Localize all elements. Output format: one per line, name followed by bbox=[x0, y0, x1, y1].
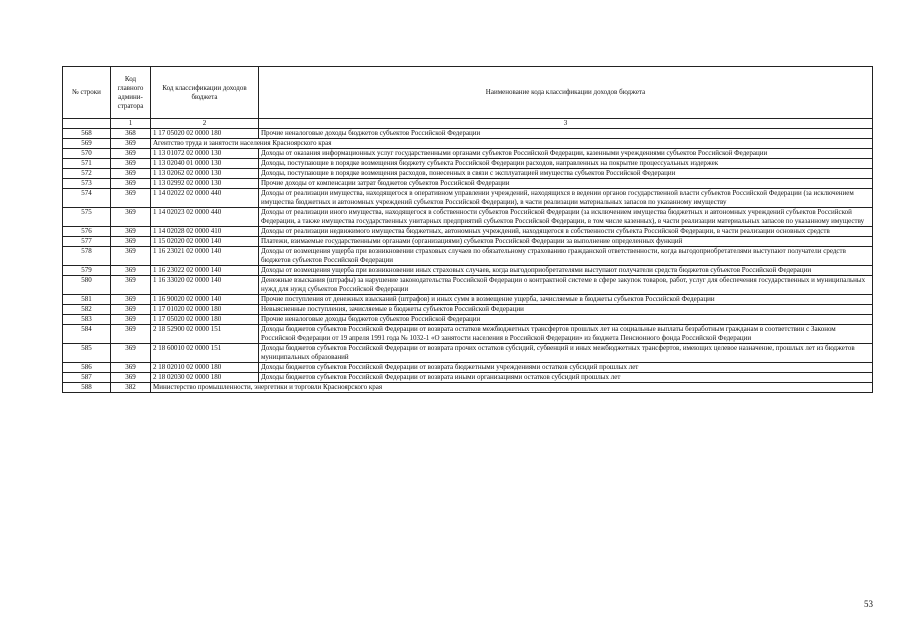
row-number: 579 bbox=[63, 266, 111, 276]
row-number: 573 bbox=[63, 179, 111, 189]
admin-code: 369 bbox=[111, 325, 151, 344]
row-number: 585 bbox=[63, 344, 111, 363]
table-row bbox=[63, 247, 873, 266]
admin-code: 369 bbox=[111, 266, 151, 276]
classification-name: Доходы от реализации недвижимого имущества бюджетных, автономных учреждений, находящегося в собственности субъекта Российской Федерации, в части реализации основных средств bbox=[259, 227, 873, 237]
admin-code: 369 bbox=[111, 247, 151, 266]
table-row bbox=[63, 295, 873, 305]
header-number-1: 1 bbox=[111, 119, 151, 129]
classification-name: Доходы бюджетов субъектов Российской Федерации от возврата иными организациями остатков субсидий прошлых лет bbox=[259, 373, 873, 383]
admin-code: 369 bbox=[111, 295, 151, 305]
row-number: 584 bbox=[63, 325, 111, 344]
row-number: 572 bbox=[63, 169, 111, 179]
classification-code: 1 13 02040 01 0000 130 bbox=[151, 159, 259, 169]
admin-code: 369 bbox=[111, 208, 151, 227]
admin-code: 368 bbox=[111, 129, 151, 139]
admin-code: 369 bbox=[111, 315, 151, 325]
classification-name: Доходы от реализации иного имущества, находящегося в собственности субъектов Российской Федерации (за исключением имущества бюджетных и автономных учреждений субъектов Российской Федерации, а также имущества государственных унитарных предприятий субъектов Российской Федерации, в том числе казенных), в части реализации материальных запасов по указанному имуществу bbox=[259, 208, 873, 227]
table-row bbox=[63, 208, 873, 227]
admin-code: 369 bbox=[111, 139, 151, 149]
classification-code: 1 13 02992 02 0000 130 bbox=[151, 179, 259, 189]
classification-name: Прочие неналоговые доходы бюджетов субъектов Российской Федерации bbox=[259, 129, 873, 139]
classification-name: Доходы бюджетов субъектов Российской Федерации от возврата бюджетными учреждениями остатков субсидий прошлых лет bbox=[259, 363, 873, 373]
admin-code: 382 bbox=[111, 383, 151, 393]
table-row bbox=[63, 305, 873, 315]
classification-name: Невыясненные поступления, зачисляемые в бюджеты субъектов Российской Федерации bbox=[259, 305, 873, 315]
admin-code: 369 bbox=[111, 169, 151, 179]
table-row bbox=[63, 315, 873, 325]
row-number: 575 bbox=[63, 208, 111, 227]
admin-code: 369 bbox=[111, 363, 151, 373]
classification-code: 1 16 23021 02 0000 140 bbox=[151, 247, 259, 266]
row-number: 571 bbox=[63, 159, 111, 169]
page-number: 53 bbox=[864, 599, 873, 609]
row-number: 569 bbox=[63, 139, 111, 149]
classification-name: Платежи, взимаемые государственными органами (организациями) субъектов Российской Федерации за выполнение определенных функций bbox=[259, 237, 873, 247]
classification-code: 2 18 02010 02 0000 180 bbox=[151, 363, 259, 373]
classification-code: 1 14 02028 02 0000 410 bbox=[151, 227, 259, 237]
classification-code: 1 13 01072 02 0000 130 bbox=[151, 149, 259, 159]
classification-name: Доходы от возмещения ущерба при возникновении страховых случаев по обязательному страхованию гражданской ответственности, когда выгодоприобретателями выступают получатели средств бюджетов субъектов Российской Федерации bbox=[259, 247, 873, 266]
row-number: 583 bbox=[63, 315, 111, 325]
row-number: 587 bbox=[63, 373, 111, 383]
row-number: 586 bbox=[63, 363, 111, 373]
admin-code: 369 bbox=[111, 276, 151, 295]
administrator-name: Агентство труда и занятости населения Красноярского края bbox=[151, 139, 873, 149]
admin-code: 369 bbox=[111, 189, 151, 208]
header-class-code: Код классификации доходов бюджета bbox=[151, 67, 259, 119]
row-number: 568 bbox=[63, 129, 111, 139]
classification-code: 1 16 33020 02 0000 140 bbox=[151, 276, 259, 295]
classification-name: Денежные взыскания (штрафы) за нарушение законодательства Российской Федерации о контрактной системе в сфере закупок товаров, работ, услуг для обеспечения государственных и муниципальных нужд для нужд субъектов Российской Федерации bbox=[259, 276, 873, 295]
admin-code: 369 bbox=[111, 179, 151, 189]
header-number-empty bbox=[63, 119, 111, 129]
table-row bbox=[63, 179, 873, 189]
header-number-3: 3 bbox=[259, 119, 873, 129]
classification-code: 1 13 02062 02 0000 130 bbox=[151, 169, 259, 179]
classification-code: 1 16 23022 02 0000 140 bbox=[151, 266, 259, 276]
classification-name: Прочие неналоговые доходы бюджетов субъектов Российской Федерации bbox=[259, 315, 873, 325]
admin-code: 369 bbox=[111, 227, 151, 237]
row-number: 580 bbox=[63, 276, 111, 295]
row-number: 582 bbox=[63, 305, 111, 315]
admin-code: 369 bbox=[111, 149, 151, 159]
table-row bbox=[63, 227, 873, 237]
table-row bbox=[63, 383, 873, 393]
header-admin-code: Код главного админи-стратора bbox=[111, 67, 151, 119]
row-number: 576 bbox=[63, 227, 111, 237]
row-number: 574 bbox=[63, 189, 111, 208]
table-row bbox=[63, 276, 873, 295]
row-number: 588 bbox=[63, 383, 111, 393]
budget-classification-table bbox=[62, 66, 873, 393]
admin-code: 369 bbox=[111, 159, 151, 169]
row-number: 577 bbox=[63, 237, 111, 247]
classification-code: 1 15 02020 02 0000 140 bbox=[151, 237, 259, 247]
table-row bbox=[63, 169, 873, 179]
table-row bbox=[63, 344, 873, 363]
admin-code: 369 bbox=[111, 344, 151, 363]
table-row bbox=[63, 139, 873, 149]
header-number-2: 2 bbox=[151, 119, 259, 129]
admin-code: 369 bbox=[111, 373, 151, 383]
classification-code: 1 14 02023 02 0000 440 bbox=[151, 208, 259, 227]
classification-name: Доходы бюджетов субъектов Российской Федерации от возврата остатков межбюджетных трансфертов прошлых лет на социальные выплаты безработным гражданам в соответствии с Законом Российской Федерации от 19 апреля 1991 года № 1032-1 «О занятости населения в Российской Федерации» из бюджета Пенсионного фонда Российской Федерации bbox=[259, 325, 873, 344]
classification-name: Доходы от возмещения ущерба при возникновении иных страховых случаев, когда выгодоприобретателями выступают получатели средств бюджетов субъектов Российской Федерации bbox=[259, 266, 873, 276]
table-row bbox=[63, 129, 873, 139]
classification-code: 1 17 01020 02 0000 180 bbox=[151, 305, 259, 315]
classification-code: 1 14 02022 02 0000 440 bbox=[151, 189, 259, 208]
classification-name: Доходы, поступающие в порядке возмещения бюджету субъекта Российской Федерации расходов, направленных на покрытие процессуальных издержек bbox=[259, 159, 873, 169]
classification-name: Доходы от оказания информационных услуг государственными органами субъектов Российской Федерации, казенными учреждениями субъектов Российской Федерации bbox=[259, 149, 873, 159]
table-row bbox=[63, 373, 873, 383]
table-row bbox=[63, 266, 873, 276]
classification-code: 1 17 05020 02 0000 180 bbox=[151, 129, 259, 139]
header-numbers-row bbox=[63, 119, 873, 129]
table-row bbox=[63, 237, 873, 247]
classification-code: 1 16 90020 02 0000 140 bbox=[151, 295, 259, 305]
classification-code: 2 18 52900 02 0000 151 bbox=[151, 325, 259, 344]
header-name: Наименование кода классификации доходов бюджета bbox=[259, 67, 873, 119]
row-number: 570 bbox=[63, 149, 111, 159]
row-number: 578 bbox=[63, 247, 111, 266]
classification-name: Доходы бюджетов субъектов Российской Федерации от возврата прочих остатков субсидий, субвенций и иных межбюджетных трансфертов, имеющих целевое назначение, прошлых лет из бюджетов муниципальных образований bbox=[259, 344, 873, 363]
classification-name: Доходы от реализации имущества, находящегося в оперативном управлении учреждений, находящихся в ведении органов государственной власти субъектов Российской Федерации (за исключением имущества бюджетных и автономных учреждений субъектов Российской Федерации), в части реализации материальных запасов по указанному имуществу bbox=[259, 189, 873, 208]
header-row-no: № строки bbox=[63, 67, 111, 119]
admin-code: 369 bbox=[111, 237, 151, 247]
table-row bbox=[63, 325, 873, 344]
table-row bbox=[63, 159, 873, 169]
classification-name: Доходы, поступающие в порядке возмещения расходов, понесенных в связи с эксплуатацией имущества субъектов Российской Федерации bbox=[259, 169, 873, 179]
administrator-name: Министерство промышленности, энергетики и торговли Красноярского края bbox=[151, 383, 873, 393]
admin-code: 369 bbox=[111, 305, 151, 315]
classification-name: Прочие доходы от компенсации затрат бюджетов субъектов Российской Федерации bbox=[259, 179, 873, 189]
header-row bbox=[63, 67, 873, 119]
table-body bbox=[63, 129, 873, 393]
row-number: 581 bbox=[63, 295, 111, 305]
classification-code: 2 18 60010 02 0000 151 bbox=[151, 344, 259, 363]
table-row bbox=[63, 363, 873, 373]
table-row bbox=[63, 189, 873, 208]
classification-code: 1 17 05020 02 0000 180 bbox=[151, 315, 259, 325]
classification-name: Прочие поступления от денежных взысканий (штрафов) и иных сумм в возмещение ущерба, зачисляемые в бюджеты субъектов Российской Федерации bbox=[259, 295, 873, 305]
classification-code: 2 18 02030 02 0000 180 bbox=[151, 373, 259, 383]
table-row bbox=[63, 149, 873, 159]
